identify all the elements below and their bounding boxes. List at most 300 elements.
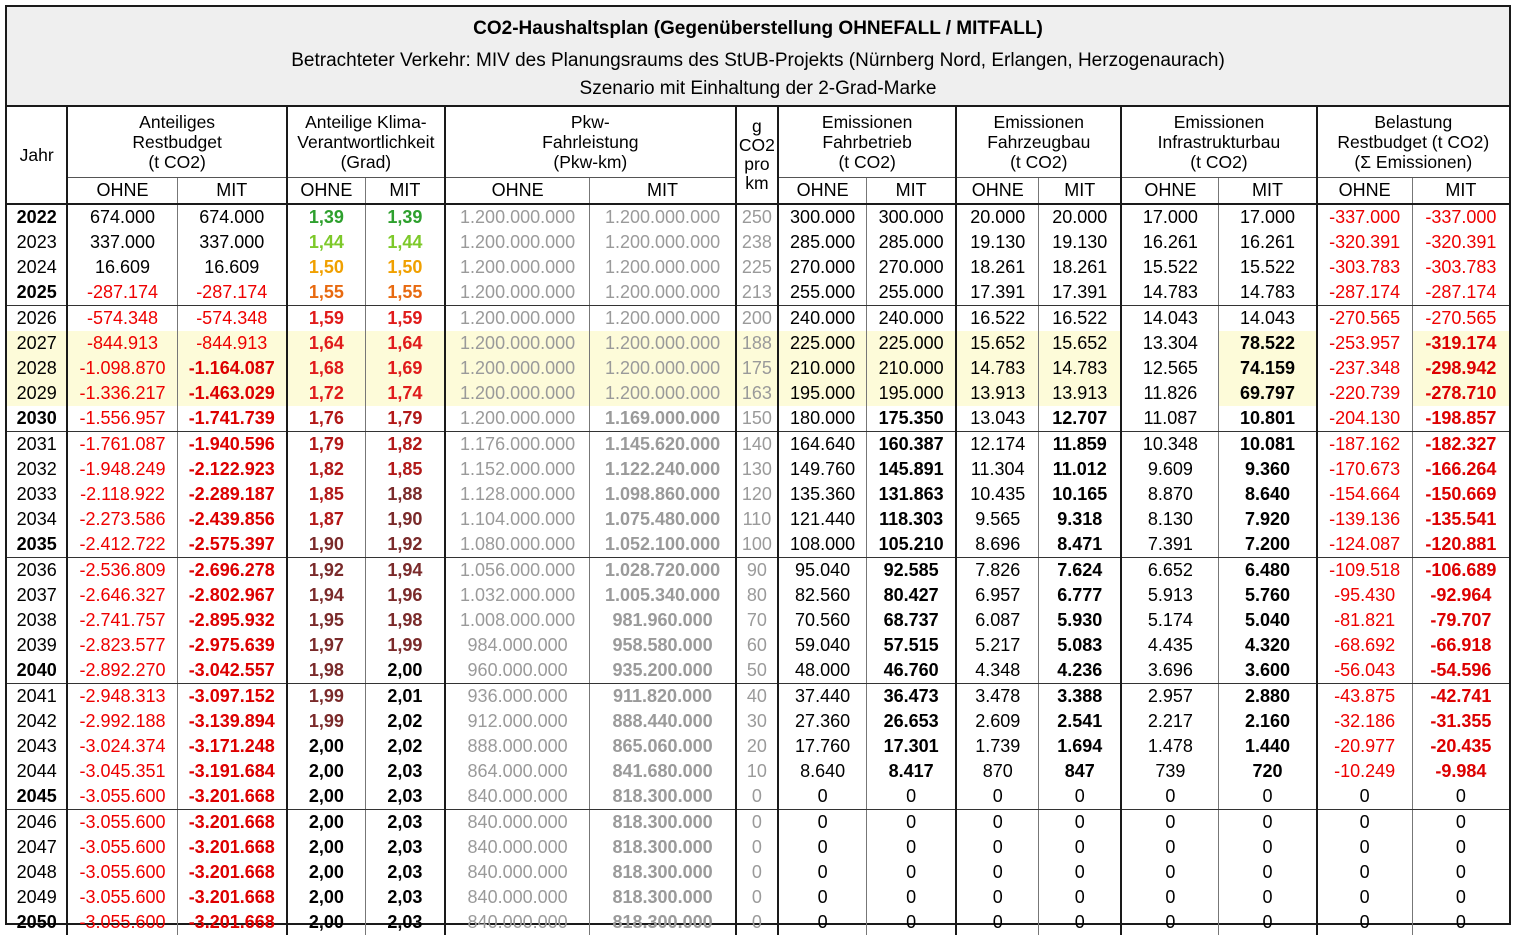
cell-jahr: 2023	[16, 232, 57, 252]
cell-fahrzeugbau-ohne: 5.217	[956, 633, 1039, 658]
cell-fahrbetrieb-mit: 270.000	[867, 255, 957, 280]
cell-belastung-mit: -92.964	[1412, 583, 1509, 608]
cell-fahrzeugbau-mit: 1.694	[1039, 734, 1122, 759]
table-row	[7, 784, 1509, 810]
cell-fahrzeugbau-mit: 0	[1039, 784, 1122, 810]
cell-fahrbetrieb-ohne: 37.440	[778, 684, 867, 710]
cell-infrastruktur-mit: 14.043	[1219, 306, 1317, 332]
header-belastung-l2: Restbudget (t CO2)	[1337, 132, 1490, 152]
cell-fahrbetrieb-ohne: 95.040	[778, 558, 867, 584]
header-gco2-l2: CO2	[738, 135, 775, 155]
cell-fahrzeugbau-ohne: 1.739	[956, 734, 1039, 759]
cell-infrastruktur-mit: 69.797	[1219, 381, 1317, 406]
cell-infrastruktur-mit: 74.159	[1219, 356, 1317, 381]
cell-klima-ohne: 1,79	[287, 432, 366, 458]
cell-pkw-mit: 1.200.000.000	[590, 230, 736, 255]
cell-pkw-mit: 865.060.000	[590, 734, 736, 759]
cell-pkw-mit: 1.098.860.000	[590, 482, 736, 507]
cell-klima-mit: 1,79	[365, 406, 445, 432]
cell-belastung-mit: -135.541	[1412, 507, 1509, 532]
cell-fahrzeugbau-mit: 847	[1039, 759, 1122, 784]
cell-belastung-ohne: -154.664	[1317, 482, 1413, 507]
cell-belastung-ohne: -287.174	[1317, 280, 1413, 306]
header-restbudget-l1: Anteiliges	[139, 112, 216, 132]
cell-infrastruktur-ohne: 9.609	[1121, 457, 1219, 482]
cell-klima-mit: 1,39	[365, 204, 445, 230]
cell-belastung-ohne: -170.673	[1317, 457, 1413, 482]
cell-gco2: 40	[736, 684, 778, 710]
table-row	[7, 885, 1509, 910]
cell-gco2: 0	[736, 910, 778, 935]
cell-klima-ohne: 2,00	[287, 734, 366, 759]
cell-pkw-mit: 1.005.340.000	[590, 583, 736, 608]
cell-klima-mit: 2,03	[365, 835, 445, 860]
cell-belastung-mit: 0	[1412, 810, 1509, 836]
cell-fahrzeugbau-mit: 20.000	[1039, 204, 1122, 230]
cell-jahr: 2040	[7, 658, 67, 684]
cell-pkw-ohne: 1.200.000.000	[445, 280, 590, 306]
cell-belastung-ohne: -43.875	[1317, 684, 1413, 710]
table-row	[7, 507, 1509, 532]
header-klima-l3: (Grad)	[340, 152, 392, 172]
cell-pkw-mit: 1.169.000.000	[590, 406, 736, 432]
header-infrastruktur-mit: MIT	[1219, 178, 1317, 205]
cell-infrastruktur-mit: 3.600	[1219, 658, 1317, 684]
cell-pkw-mit: 1.200.000.000	[590, 331, 736, 356]
cell-infrastruktur-ohne: 3.696	[1121, 658, 1219, 684]
cell-fahrzeugbau-ohne: 9.565	[956, 507, 1039, 532]
header-fahrbetrieb-mit: MIT	[867, 178, 957, 205]
header-gco2	[736, 107, 778, 204]
cell-infrastruktur-mit: 10.081	[1219, 432, 1317, 458]
cell-belastung-ohne: 0	[1317, 885, 1413, 910]
cell-fahrbetrieb-ohne: 270.000	[778, 255, 867, 280]
cell-jahr: 2027	[7, 331, 67, 356]
header-fahrbetrieb-l2: Fahrbetrieb	[822, 132, 912, 152]
table-row	[7, 406, 1509, 432]
cell-fahrbetrieb-ohne: 300.000	[778, 204, 867, 230]
cell-gco2: 10	[736, 759, 778, 784]
cell-fahrzeugbau-ohne: 2.609	[956, 709, 1039, 734]
cell-klima-mit: 1,90	[365, 507, 445, 532]
cell-infrastruktur-mit: 5.760	[1219, 583, 1317, 608]
cell-klima-mit: 2,01	[365, 684, 445, 710]
table-row	[7, 255, 1509, 280]
cell-infrastruktur-ohne: 5.913	[1121, 583, 1219, 608]
cell-fahrbetrieb-ohne: 0	[778, 860, 867, 885]
cell-jahr: 2046	[16, 812, 57, 832]
cell-fahrbetrieb-mit: 255.000	[867, 280, 957, 306]
cell-fahrbetrieb-ohne: 149.760	[778, 457, 867, 482]
cell-fahrzeugbau-ohne: 6.957	[956, 583, 1039, 608]
cell-fahrbetrieb-ohne: 108.000	[778, 532, 867, 558]
cell-gco2: 100	[736, 532, 778, 558]
header-gco2-l3: pro	[744, 154, 770, 174]
cell-fahrzeugbau-ohne: 13.913	[956, 381, 1039, 406]
cell-fahrbetrieb-ohne: 0	[778, 910, 867, 935]
cell-gco2: 90	[736, 558, 778, 584]
cell-restbudget-ohne: 337.000	[67, 230, 177, 255]
cell-klima-ohne: 1,95	[287, 608, 366, 633]
cell-klima-mit: 1,98	[365, 608, 445, 633]
cell-belastung-mit: -79.707	[1412, 608, 1509, 633]
cell-fahrbetrieb-ohne: 27.360	[778, 709, 867, 734]
cell-pkw-ohne: 840.000.000	[445, 810, 590, 836]
cell-restbudget-ohne: -3.055.600	[67, 910, 177, 935]
cell-restbudget-ohne: -2.646.327	[67, 583, 177, 608]
table-row	[7, 759, 1509, 784]
cell-gco2: 238	[736, 230, 778, 255]
cell-restbudget-ohne: -3.055.600	[67, 810, 177, 836]
header-fahrzeugbau-mit: MIT	[1039, 178, 1122, 205]
cell-infrastruktur-ohne: 0	[1121, 784, 1219, 810]
cell-fahrzeugbau-ohne: 17.391	[956, 280, 1039, 306]
header-infrastruktur-ohne: OHNE	[1121, 178, 1219, 205]
header-klima-ohne: OHNE	[287, 178, 366, 205]
cell-fahrbetrieb-ohne: 240.000	[778, 306, 867, 332]
cell-belastung-mit: -54.596	[1412, 658, 1509, 684]
cell-gco2: 188	[736, 331, 778, 356]
cell-infrastruktur-ohne: 0	[1121, 910, 1219, 935]
cell-fahrbetrieb-mit: 225.000	[867, 331, 957, 356]
cell-pkw-ohne: 1.200.000.000	[445, 331, 590, 356]
cell-restbudget-ohne: -1.556.957	[67, 406, 177, 432]
cell-fahrzeugbau-mit: 9.318	[1039, 507, 1122, 532]
cell-klima-mit: 1,59	[365, 306, 445, 332]
cell-pkw-ohne: 864.000.000	[445, 759, 590, 784]
cell-fahrzeugbau-mit: 0	[1039, 860, 1122, 885]
cell-klima-ohne: 2,00	[287, 910, 366, 935]
cell-fahrbetrieb-ohne: 82.560	[778, 583, 867, 608]
cell-klima-mit: 1,55	[365, 280, 445, 306]
cell-pkw-ohne: 1.200.000.000	[445, 406, 590, 432]
cell-fahrzeugbau-mit: 13.913	[1039, 381, 1122, 406]
cell-klima-ohne: 1,59	[287, 306, 366, 332]
cell-belastung-ohne: -187.162	[1317, 432, 1413, 458]
header-klima-l1: Anteilige Klima-	[305, 112, 427, 132]
cell-infrastruktur-ohne: 15.522	[1121, 255, 1219, 280]
cell-restbudget-ohne: -3.055.600	[67, 860, 177, 885]
cell-jahr: 2041	[16, 686, 57, 706]
cell-gco2: 120	[736, 482, 778, 507]
cell-klima-mit: 1,44	[365, 230, 445, 255]
cell-belastung-ohne: -253.957	[1317, 331, 1413, 356]
cell-restbudget-mit: -2.575.397	[177, 532, 287, 558]
cell-belastung-mit: -287.174	[1412, 280, 1509, 306]
cell-fahrzeugbau-mit: 19.130	[1039, 230, 1122, 255]
cell-fahrbetrieb-ohne: 0	[778, 784, 867, 810]
cell-fahrzeugbau-mit: 5.083	[1039, 633, 1122, 658]
cell-klima-mit: 1,92	[365, 532, 445, 558]
cell-pkw-mit: 1.075.480.000	[590, 507, 736, 532]
header-fahrzeugbau-l3: (t CO2)	[1010, 152, 1068, 172]
cell-gco2: 0	[736, 835, 778, 860]
cell-fahrzeugbau-ohne: 0	[956, 784, 1039, 810]
cell-pkw-ohne: 1.032.000.000	[445, 583, 590, 608]
cell-belastung-mit: -150.669	[1412, 482, 1509, 507]
header-gco2-l4: km	[745, 173, 769, 193]
cell-belastung-ohne: -337.000	[1317, 204, 1413, 230]
header-pkw-mit: MIT	[590, 178, 736, 205]
cell-pkw-mit: 818.300.000	[590, 835, 736, 860]
cell-pkw-ohne: 1.200.000.000	[445, 356, 590, 381]
cell-klima-mit: 1,88	[365, 482, 445, 507]
cell-restbudget-mit: -3.097.152	[177, 684, 287, 710]
cell-gco2: 0	[736, 784, 778, 810]
cell-gco2: 250	[736, 204, 778, 230]
cell-fahrzeugbau-ohne: 7.826	[956, 558, 1039, 584]
cell-restbudget-ohne: -1.948.249	[67, 457, 177, 482]
cell-fahrbetrieb-mit: 105.210	[867, 532, 957, 558]
header-infrastruktur-l2: Infrastrukturbau	[1157, 132, 1281, 152]
cell-fahrbetrieb-mit: 300.000	[867, 204, 957, 230]
cell-gco2: 200	[736, 306, 778, 332]
cell-fahrzeugbau-ohne: 0	[956, 860, 1039, 885]
header-jahr-label: Jahr	[19, 145, 54, 165]
cell-restbudget-mit: -3.201.668	[177, 784, 287, 810]
cell-fahrbetrieb-mit: 80.427	[867, 583, 957, 608]
cell-belastung-ohne: -68.692	[1317, 633, 1413, 658]
cell-fahrzeugbau-ohne: 0	[956, 810, 1039, 836]
cell-klima-mit: 1,64	[365, 331, 445, 356]
cell-jahr: 2038	[16, 610, 57, 630]
cell-gco2: 60	[736, 633, 778, 658]
header-belastung-l3: (Σ Emissionen)	[1354, 152, 1473, 172]
cell-fahrzeugbau-ohne: 16.522	[956, 306, 1039, 332]
cell-restbudget-mit: -1.940.596	[177, 432, 287, 458]
cell-pkw-mit: 1.200.000.000	[590, 204, 736, 230]
cell-pkw-mit: 818.300.000	[590, 910, 736, 935]
cell-klima-mit: 1,85	[365, 457, 445, 482]
table-row	[7, 734, 1509, 759]
cell-fahrbetrieb-ohne: 59.040	[778, 633, 867, 658]
cell-klima-ohne: 1,94	[287, 583, 366, 608]
cell-belastung-ohne: -56.043	[1317, 658, 1413, 684]
cell-fahrzeugbau-ohne: 15.652	[956, 331, 1039, 356]
cell-pkw-mit: 818.300.000	[590, 885, 736, 910]
cell-belastung-ohne: -95.430	[1317, 583, 1413, 608]
cell-fahrbetrieb-mit: 0	[867, 810, 957, 836]
cell-pkw-mit: 841.680.000	[590, 759, 736, 784]
cell-belastung-ohne: -109.518	[1317, 558, 1413, 584]
cell-fahrbetrieb-ohne: 210.000	[778, 356, 867, 381]
co2-budget-sheet	[5, 5, 1511, 932]
cell-klima-ohne: 2,00	[287, 759, 366, 784]
cell-fahrbetrieb-mit: 131.863	[867, 482, 957, 507]
table-row	[7, 558, 1509, 584]
cell-klima-mit: 1,74	[365, 381, 445, 406]
cell-jahr: 2032	[16, 459, 57, 479]
cell-infrastruktur-ohne: 13.304	[1121, 331, 1219, 356]
cell-gco2: 20	[736, 734, 778, 759]
cell-klima-mit: 2,03	[365, 910, 445, 935]
cell-gco2: 70	[736, 608, 778, 633]
cell-klima-ohne: 1,44	[287, 230, 366, 255]
cell-infrastruktur-mit: 0	[1219, 860, 1317, 885]
cell-belastung-mit: -66.918	[1412, 633, 1509, 658]
cell-fahrzeugbau-mit: 0	[1039, 910, 1122, 935]
cell-restbudget-ohne: -2.992.188	[67, 709, 177, 734]
header-fahrzeugbau-l2: Fahrzeugbau	[987, 132, 1091, 152]
cell-gco2: 80	[736, 583, 778, 608]
cell-klima-ohne: 2,00	[287, 784, 366, 810]
cell-belastung-ohne: -320.391	[1317, 230, 1413, 255]
cell-jahr: 2028	[7, 356, 67, 381]
cell-fahrbetrieb-ohne: 180.000	[778, 406, 867, 432]
table-row	[7, 810, 1509, 836]
table-row	[7, 457, 1509, 482]
cell-fahrzeugbau-mit: 5.930	[1039, 608, 1122, 633]
cell-restbudget-ohne: -2.536.809	[67, 558, 177, 584]
cell-infrastruktur-ohne: 7.391	[1121, 532, 1219, 558]
header-pkw-l3: (Pkw-km)	[553, 152, 628, 172]
cell-infrastruktur-ohne: 2.957	[1121, 684, 1219, 710]
cell-jahr: 2042	[16, 711, 57, 731]
cell-klima-ohne: 1,97	[287, 633, 366, 658]
cell-pkw-ohne: 1.200.000.000	[445, 204, 590, 230]
cell-infrastruktur-mit: 16.261	[1219, 230, 1317, 255]
cell-belastung-mit: -319.174	[1412, 331, 1509, 356]
cell-fahrzeugbau-ohne: 8.696	[956, 532, 1039, 558]
cell-restbudget-mit: -3.171.248	[177, 734, 287, 759]
header-restbudget-mit: MIT	[177, 178, 287, 205]
header-fahrbetrieb-l3: (t CO2)	[838, 152, 896, 172]
table-body	[7, 204, 1509, 935]
table-row	[7, 381, 1509, 406]
cell-belastung-ohne: -124.087	[1317, 532, 1413, 558]
cell-restbudget-ohne: 16.609	[67, 255, 177, 280]
cell-infrastruktur-mit: 17.000	[1219, 204, 1317, 230]
cell-belastung-ohne: -220.739	[1317, 381, 1413, 406]
header-fahrbetrieb-l1: Emissionen	[821, 112, 913, 132]
cell-fahrbetrieb-ohne: 48.000	[778, 658, 867, 684]
cell-pkw-ohne: 1.104.000.000	[445, 507, 590, 532]
table-row	[7, 482, 1509, 507]
cell-infrastruktur-mit: 2.160	[1219, 709, 1317, 734]
cell-fahrbetrieb-mit: 0	[867, 860, 957, 885]
cell-belastung-mit: -120.881	[1412, 532, 1509, 558]
cell-fahrzeugbau-mit: 11.012	[1039, 457, 1122, 482]
header-klima-l2: Verantwortlichkeit	[297, 132, 435, 152]
cell-fahrzeugbau-ohne: 20.000	[956, 204, 1039, 230]
cell-pkw-ohne: 960.000.000	[445, 658, 590, 684]
cell-restbudget-ohne: -2.273.586	[67, 507, 177, 532]
table-row	[7, 583, 1509, 608]
cell-fahrbetrieb-ohne: 225.000	[778, 331, 867, 356]
header-pkw-l1: Pkw-	[570, 112, 610, 132]
cell-fahrzeugbau-mit: 10.165	[1039, 482, 1122, 507]
cell-gco2: 225	[736, 255, 778, 280]
cell-pkw-mit: 1.200.000.000	[590, 280, 736, 306]
cell-restbudget-mit: 16.609	[177, 255, 287, 280]
cell-restbudget-ohne: -287.174	[67, 280, 177, 306]
cell-fahrzeugbau-ohne: 10.435	[956, 482, 1039, 507]
cell-belastung-ohne: 0	[1317, 910, 1413, 935]
cell-restbudget-ohne: -3.055.600	[67, 784, 177, 810]
cell-klima-ohne: 1,72	[287, 381, 366, 406]
cell-infrastruktur-mit: 0	[1219, 885, 1317, 910]
cell-belastung-ohne: 0	[1317, 784, 1413, 810]
cell-fahrzeugbau-mit: 4.236	[1039, 658, 1122, 684]
cell-fahrbetrieb-mit: 0	[867, 910, 957, 935]
cell-restbudget-ohne: -1.098.870	[67, 356, 177, 381]
cell-klima-mit: 2,03	[365, 759, 445, 784]
cell-klima-ohne: 2,00	[287, 810, 366, 836]
cell-belastung-ohne: 0	[1317, 835, 1413, 860]
cell-infrastruktur-mit: 7.920	[1219, 507, 1317, 532]
cell-infrastruktur-mit: 720	[1219, 759, 1317, 784]
cell-restbudget-mit: -2.696.278	[177, 558, 287, 584]
cell-restbudget-ohne: -2.892.270	[67, 658, 177, 684]
cell-restbudget-mit: -2.802.967	[177, 583, 287, 608]
cell-jahr: 2050	[16, 912, 57, 932]
cell-restbudget-ohne: -1.761.087	[67, 432, 177, 458]
cell-belastung-ohne: -10.249	[1317, 759, 1413, 784]
cell-belastung-ohne: 0	[1317, 810, 1413, 836]
cell-klima-mit: 2,03	[365, 784, 445, 810]
cell-belastung-ohne: -81.821	[1317, 608, 1413, 633]
table-row	[7, 432, 1509, 458]
cell-infrastruktur-ohne: 11.087	[1121, 406, 1219, 432]
table-row	[7, 910, 1509, 935]
cell-jahr: 2037	[16, 585, 57, 605]
cell-restbudget-mit: -3.201.668	[177, 860, 287, 885]
cell-klima-mit: 1,99	[365, 633, 445, 658]
cell-fahrbetrieb-mit: 210.000	[867, 356, 957, 381]
cell-fahrzeugbau-ohne: 19.130	[956, 230, 1039, 255]
cell-pkw-ohne: 936.000.000	[445, 684, 590, 710]
cell-klima-mit: 2,03	[365, 860, 445, 885]
cell-restbudget-ohne: -3.055.600	[67, 885, 177, 910]
cell-pkw-ohne: 1.080.000.000	[445, 532, 590, 558]
cell-infrastruktur-ohne: 4.435	[1121, 633, 1219, 658]
cell-klima-ohne: 2,00	[287, 885, 366, 910]
cell-belastung-mit: -106.689	[1412, 558, 1509, 584]
cell-restbudget-mit: 674.000	[177, 204, 287, 230]
header-fahrzeugbau-ohne: OHNE	[956, 178, 1039, 205]
cell-klima-mit: 2,02	[365, 709, 445, 734]
cell-jahr: 2022	[16, 207, 57, 227]
header-fahrbetrieb	[778, 107, 956, 178]
cell-restbudget-mit: -3.201.668	[177, 835, 287, 860]
cell-pkw-ohne: 840.000.000	[445, 885, 590, 910]
cell-fahrbetrieb-mit: 36.473	[867, 684, 957, 710]
cell-pkw-mit: 1.200.000.000	[590, 356, 736, 381]
cell-restbudget-ohne: -2.118.922	[67, 482, 177, 507]
header-restbudget-l3: (t CO2)	[148, 152, 206, 172]
cell-klima-mit: 2,00	[365, 658, 445, 684]
cell-infrastruktur-mit: 7.200	[1219, 532, 1317, 558]
cell-jahr: 2031	[16, 434, 57, 454]
cell-jahr: 2024	[16, 257, 57, 277]
cell-klima-ohne: 1,90	[287, 532, 366, 558]
cell-infrastruktur-ohne: 12.565	[1121, 356, 1219, 381]
cell-jahr: 2029	[7, 381, 67, 406]
cell-restbudget-mit: -3.139.894	[177, 709, 287, 734]
cell-restbudget-mit: -3.191.684	[177, 759, 287, 784]
header-fahrzeugbau	[956, 107, 1121, 178]
cell-pkw-ohne: 1.008.000.000	[445, 608, 590, 633]
cell-klima-ohne: 1,64	[287, 331, 366, 356]
cell-pkw-ohne: 840.000.000	[445, 860, 590, 885]
cell-gco2: 150	[736, 406, 778, 432]
cell-fahrzeugbau-ohne: 870	[956, 759, 1039, 784]
cell-fahrzeugbau-mit: 11.859	[1039, 432, 1122, 458]
cell-klima-mit: 2,03	[365, 885, 445, 910]
cell-belastung-mit: -270.565	[1412, 306, 1509, 332]
cell-pkw-mit: 818.300.000	[590, 810, 736, 836]
cell-restbudget-mit: -574.348	[177, 306, 287, 332]
